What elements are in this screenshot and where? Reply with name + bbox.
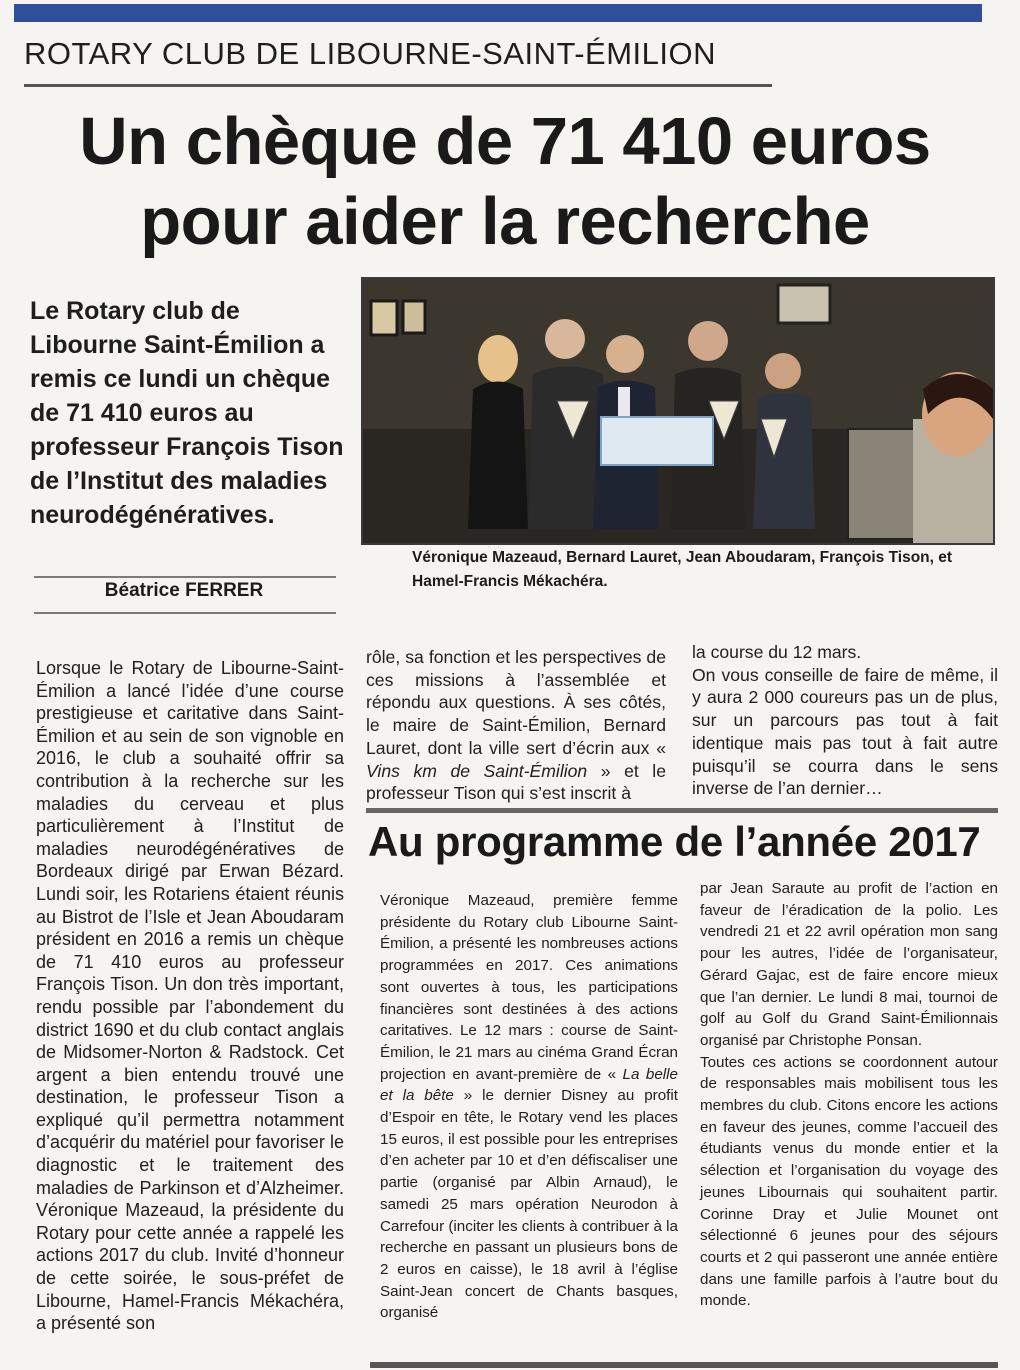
box-right-text-b: Toutes ces actions se coordonnent autour de responsables mais mobilisent tous les membres du club. Citons encore les actions en faveur des jeunes, comme l’accueil des étudiants venus du monde entier et la sélection et l’organisation du voyage des jeunes Libournais qui souhaitent partir. Corinne Dray et Julie Mounet ont sélectionné 6 jeunes pour des séjours courts et 2 qui passeront une année entière dans une famille parfois à l’autre bout du monde. — [700, 1053, 998, 1310]
article-column-3 — [692, 641, 998, 800]
article-column-3-text-b: On vous conseille de faire de même, il y aura 2 000 coureurs pas un de plus, sur un parcours pas tout à fait identique mais pas tout à fait autre puisqu’il se courra dans le sens inverse de l’an dernier… — [692, 664, 998, 799]
top-banner-bar — [14, 4, 982, 22]
article-column-2-text-b: » et le professeur Tison qui s’est inscrit à — [366, 760, 666, 804]
byline-rule-top — [34, 576, 336, 578]
film-title: La belle et la bête — [380, 1065, 678, 1105]
box-column-left — [380, 890, 678, 1324]
box-left-text-b: » le dernier Disney au profit d’Espoir en tête, le Rotary vend les places 15 euros, il est possible pour les entreprises d’en acheter par 10 et d’en défiscaliser une partie (organisé par Albin Arnaud), le samedi 25 mars opération Neurodon à Carrefour (inciter les clients à contribuer à la recherche en passant un plusieurs bons de 2 euros en caisse), le 18 avril à l’église Saint-Jean concert de Chants basques, organisé — [380, 1087, 678, 1322]
photo-caption: Véronique Mazeaud, Bernard Lauret, Jean Aboudaram, François Tison, et Hamel-Francis Mékachéra. — [412, 549, 953, 590]
box-column-right — [700, 878, 998, 1312]
box-title: Au programme de l’année 2017 — [368, 818, 981, 865]
byline: Béatrice FERRER — [104, 580, 264, 601]
headline-line-2: pour aider la recherche — [140, 184, 870, 259]
box-left-text-a: Véronique Mazeaud, première femme présidente du Rotary club Libourne Saint-Émilion, a présenté les nombreuses actions programmées en 2017. Ces animations sont ouvertes à tous, les participations financières sont destinées à des actions caritatives. Le 12 mars : course de Saint-Émilion, le 21 mars au cinéma Grand Écran projection en avant-première de « — [380, 892, 678, 1083]
article-column-3-text-a: la course du 12 mars. — [692, 642, 862, 662]
headline-line-1: Un chèque de 71 410 euros — [79, 104, 931, 179]
event-photo — [361, 277, 995, 545]
event-photo-illustration — [363, 279, 993, 543]
headline — [0, 102, 1010, 262]
article-column-2-text-a: rôle, sa fonction et les perspectives de ces missions à l’assemblée et répondu aux questions. À ses côtés, le maire de Saint-Émilion, Bernard Lauret, dont la ville sert d’écrin aux « — [366, 647, 666, 758]
box-top-rule — [366, 808, 998, 813]
box-right-text-a: par Jean Saraute au profit de l’action en faveur de l’éradication de la polio. Les vendredi 21 et 22 avril opération mon sang pour les autres, l’idée de l’organisateur, Gérard Gajac, est de faire encore mieux que l’an dernier. Le lundi 8 mai, tournoi de golf au Golf du Grand Saint-Émilionnais organisé par Christophe Ponsan. — [700, 880, 998, 1049]
box-bottom-rule — [370, 1362, 998, 1368]
article-column-1 — [36, 657, 344, 1335]
lead-paragraph: Le Rotary club de Libourne Saint-Émilion a remis ce lundi un chèque de 71 410 euros au professeur François Tison de l’Institut des maladies neurodégénératives. — [30, 297, 344, 529]
byline-rule-bottom — [34, 612, 336, 614]
event-name: Vins km de Saint-Émilion — [366, 760, 588, 781]
kicker: ROTARY CLUB DE LIBOURNE-SAINT-ÉMILION — [24, 36, 717, 71]
kicker-underline — [24, 84, 772, 87]
article-column-2 — [366, 646, 666, 805]
article-column-1-text: Lorsque le Rotary de Libourne-Saint-Émilion a lancé l’idée d’une course prestigieuse et caritative dans Saint-Émilion et au sein de son vignoble en 2016, le club a souhaité offrir sa contribution à la recherche sur les maladies du cerveau et plus particulièrement à l’Institut de maladies neurodégénératives de Bordeaux dirigé par Erwan Bézard. Lundi soir, les Rotariens étaient réunis au Bistrot de l’Isle et Jean Aboudaram président en 2016 a remis un chèque de 71 410 euros au professeur François Tison. Un don très important, rendu possible par l’abondement du district 1690 et du club contact anglais de Midsomer-Norton & Radstock. Cet argent a bien entendu trouvé une destination, le professeur Tison a expliqué qu’il permettra notamment d’acquérir du matériel pour favoriser le diagnostic et le traitement des maladies de Parkinson et d’Alzheimer. Véronique Mazeaud, la présidente du Rotary pour cette année a rappelé les actions 2017 du club. Invité d’honneur de cette soirée, le sous-préfet de Libourne, Hamel-Francis Mékachéra, a présenté son — [36, 658, 344, 1334]
